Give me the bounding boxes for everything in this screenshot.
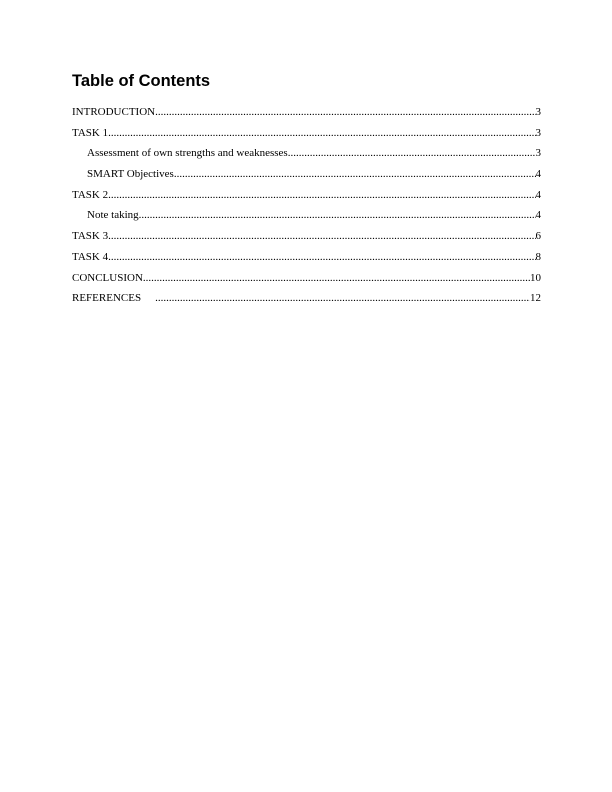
toc-entry-task-3[interactable]	[72, 229, 541, 250]
toc-entry-assessment[interactable]	[72, 146, 541, 167]
toc-dot-leader	[143, 271, 530, 285]
toc-entry-label: SMART Objectives	[87, 168, 174, 181]
toc-entry-task-1[interactable]	[72, 126, 541, 147]
toc-page-number: 4	[535, 188, 541, 201]
toc-list	[72, 105, 541, 312]
toc-entry-label: TASK 3	[72, 230, 109, 243]
toc-dot-leader	[108, 188, 535, 202]
toc-entry-task-2[interactable]	[72, 188, 541, 209]
toc-page-number: 3	[535, 126, 541, 139]
toc-page-number: 8	[535, 250, 541, 263]
toc-entry-introduction[interactable]	[72, 105, 541, 126]
toc-dot-leader	[108, 250, 535, 264]
toc-page-number: 3	[535, 106, 541, 118]
toc-entry-label: Note taking	[87, 209, 139, 222]
toc-page-number: 4	[535, 209, 541, 222]
toc-entry-conclusion[interactable]	[72, 271, 541, 292]
toc-entry-task-4[interactable]	[72, 250, 541, 271]
toc-dot-leader	[288, 146, 536, 160]
toc-dot-leader	[174, 167, 536, 181]
toc-entry-label: TASK 1	[72, 126, 109, 139]
toc-page-number: 4	[535, 168, 541, 181]
toc-dot-leader	[139, 208, 536, 222]
toc-entry-label: INTRODUCTION	[72, 106, 156, 118]
toc-title: Table of Contents	[72, 72, 211, 90]
toc-entry-smart-objectives[interactable]	[72, 167, 541, 188]
toc-entry-label: REFERENCES	[72, 292, 142, 305]
toc-dot-leader	[155, 291, 530, 305]
toc-entry-label: CONCLUSION	[72, 271, 143, 284]
toc-entry-label: Assessment of own strengths and weaknesses	[87, 147, 288, 160]
toc-dot-leader	[155, 105, 535, 119]
toc-page-number: 3	[535, 147, 541, 160]
toc-dot-leader	[108, 126, 535, 140]
toc-page-number: 12	[530, 292, 541, 305]
toc-entry-label: TASK 4	[72, 250, 109, 263]
toc-page-number: 6	[535, 230, 541, 243]
toc-dot-leader	[108, 229, 535, 243]
toc-entry-note-taking[interactable]	[72, 208, 541, 229]
toc-page-number: 10	[530, 271, 541, 284]
toc-entry-references[interactable]	[72, 291, 541, 312]
toc-entry-label: TASK 2	[72, 188, 109, 201]
